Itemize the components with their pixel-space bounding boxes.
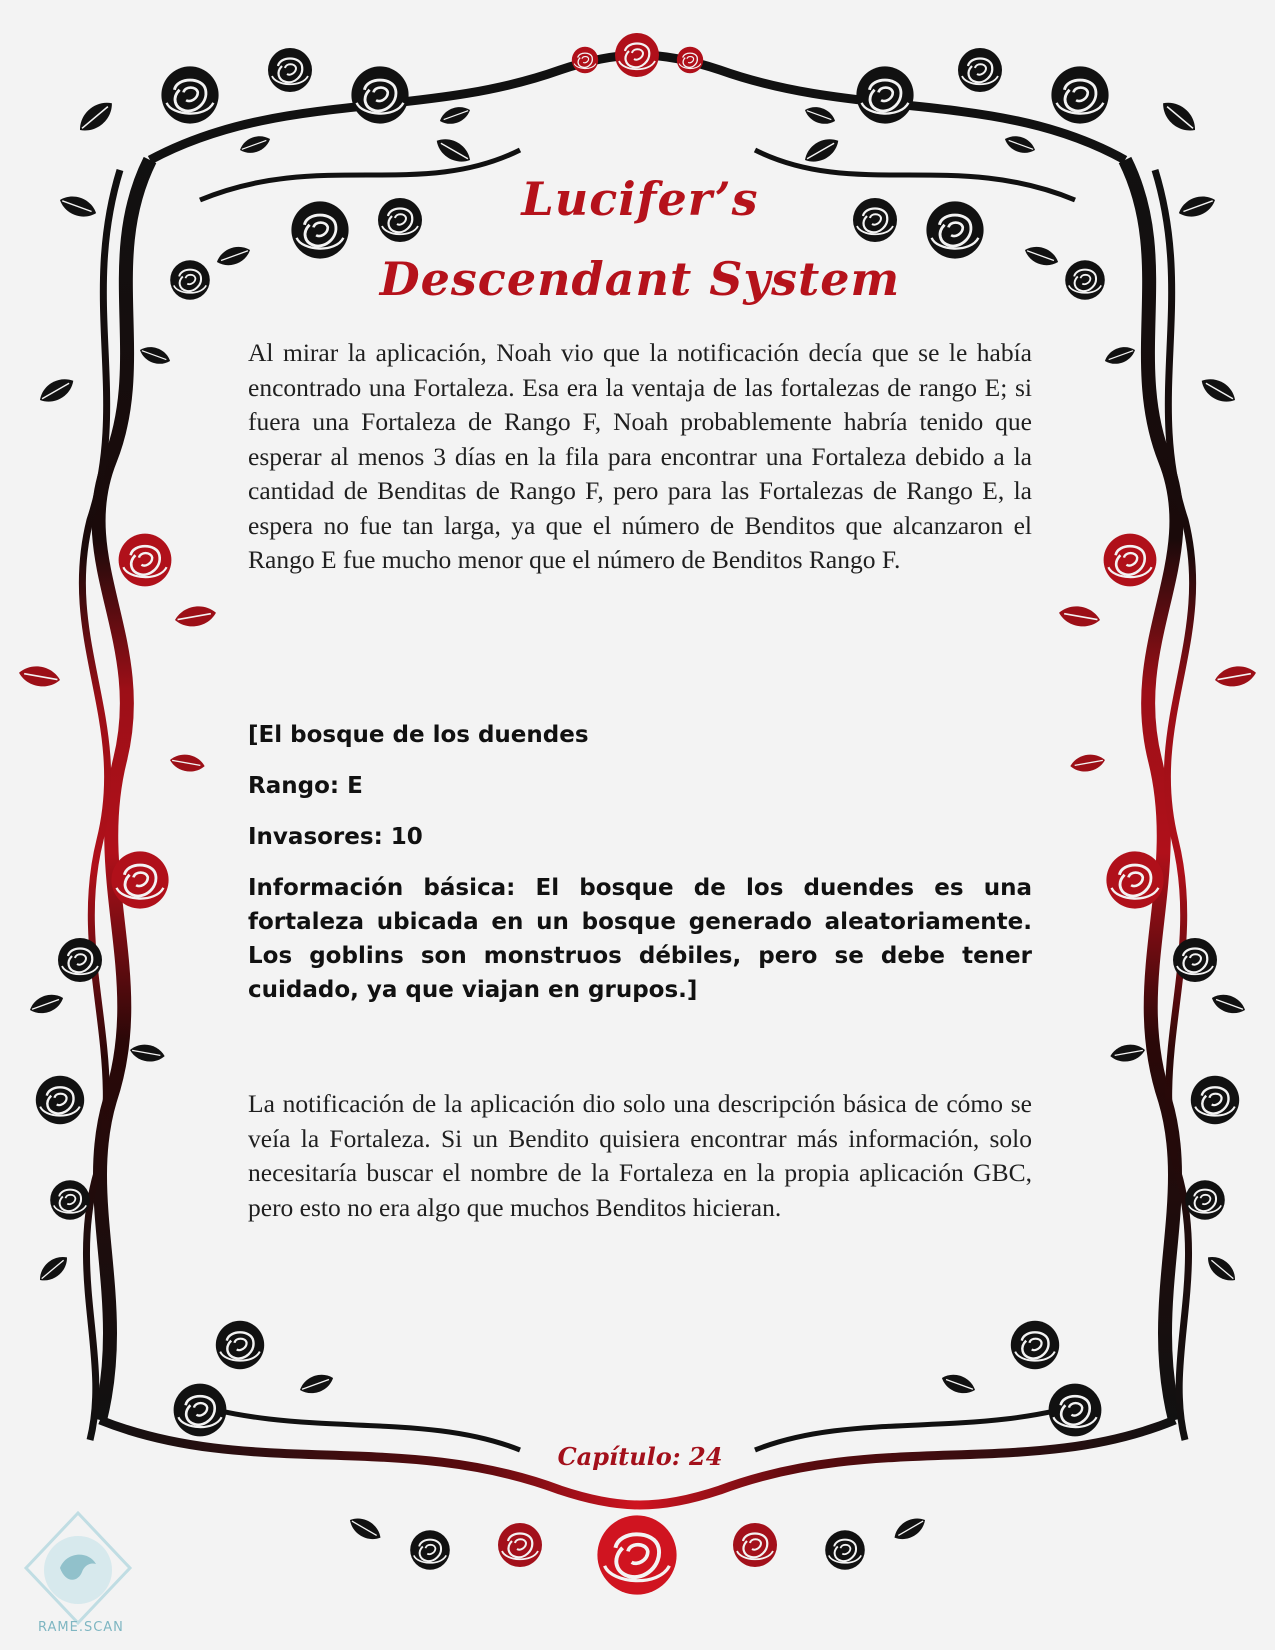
book-title-line-2: Descendant System [379, 252, 901, 306]
stronghold-basic-info: Información básica: El bosque de los duendes es una fortaleza ubicada en un bosque generado aleatoriamente. Los goblins son monstruos débiles, pero se debe tener cuidado, ya que viajan en grupos.] [248, 875, 1032, 1003]
paragraph-1: Al mirar la aplicación, Noah vio que la notificación decía que se le había encontrado una Fortaleza. Esa era la ventaja de las fortalezas de rango E; si fuera una Fortaleza de Rango F, Noah probablemente habría tenido que esperar al menos 3 días en la fila para encontrar una Fortaleza debido a la cantidad de Benditas de Rango F, pero para las Fortalezas de Rango E, la espera no fue tan larga, ya que el número de Benditos que alcanzaron el Rango E fue mucho menor que el número de Benditos Rango F. [248, 338, 1032, 574]
chapter-label: Capítulo: 24 [557, 1442, 723, 1471]
stronghold-name: [El bosque de los duendes [248, 722, 589, 748]
stronghold-rank: Rango: E [248, 773, 363, 799]
stronghold-info-box [248, 718, 1032, 1024]
paragraph-2: La notificación de la aplicación dio solo una descripción básica de cómo se veía la Fortaleza. Si un Bendito quisiera encontrar más información, solo necesitaría buscar el nombre de la Fortaleza en la propia aplicación GBC, pero esto no era algo que muchos Benditos hicieran. [248, 1089, 1032, 1222]
stronghold-invaders: Invasores: 10 [248, 824, 423, 850]
watermark-text: RAME.SCAN [38, 1620, 124, 1635]
book-title-line-1: Lucifer’s [521, 172, 759, 226]
